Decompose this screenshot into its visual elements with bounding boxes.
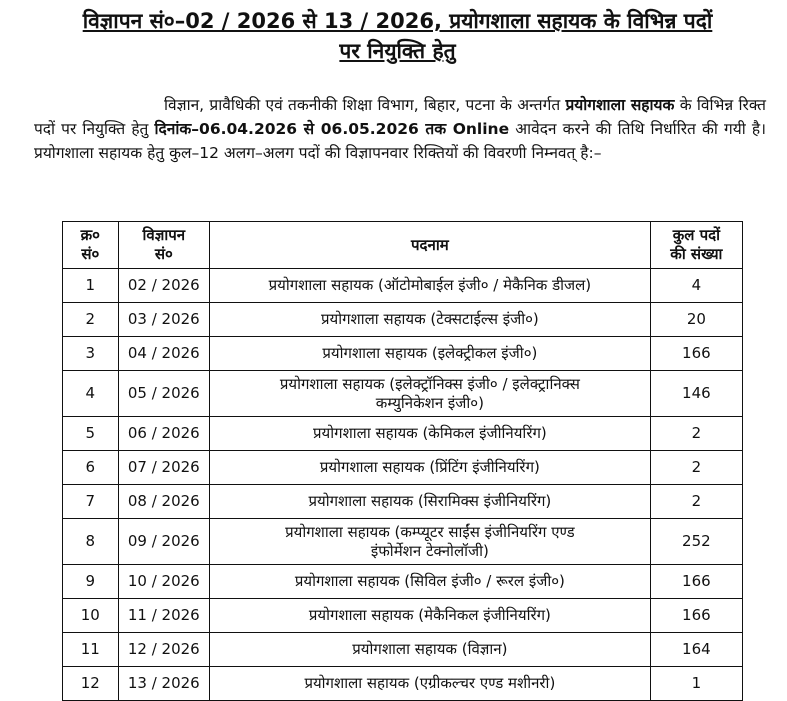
cell-adv-no: 13 / 2026 <box>118 667 209 701</box>
cell-adv-no: 07 / 2026 <box>118 451 209 485</box>
cell-total-posts: 166 <box>650 565 742 599</box>
header-total-posts: कुल पदों की संख्या <box>650 222 742 269</box>
vacancy-table <box>62 221 743 701</box>
cell-adv-no: 06 / 2026 <box>118 417 209 451</box>
cell-adv-no: 11 / 2026 <box>118 599 209 633</box>
table-header-row <box>63 222 743 269</box>
cell-total-posts: 2 <box>650 485 742 519</box>
cell-post-name <box>210 451 651 485</box>
cell-sno: 5 <box>63 417 119 451</box>
table-row <box>63 565 743 599</box>
cell-total-posts: 166 <box>650 599 742 633</box>
para-post-name: प्रयोगशाला सहायक <box>565 96 675 114</box>
cell-post-name <box>210 667 651 701</box>
cell-post-name <box>210 371 651 417</box>
title-line-1: विज्ञापन सं०–02 / 2026 से 13 / 2026, प्रयोगशाला सहायक के विभिन्न पदों <box>82 9 713 33</box>
cell-adv-no: 05 / 2026 <box>118 371 209 417</box>
post-name-line-1: प्रयोगशाला सहायक (सिविल इंजी० / रूरल इंजी०) <box>294 572 565 590</box>
table-row <box>63 485 743 519</box>
cell-sno: 11 <box>63 633 119 667</box>
post-name-line-1: प्रयोगशाला सहायक (मेकैनिकल इंजीनियरिंग) <box>308 606 551 624</box>
cell-sno: 12 <box>63 667 119 701</box>
post-name-line-1: प्रयोगशाला सहायक (टेक्सटाईल्स इंजी०) <box>320 310 539 328</box>
cell-total-posts: 252 <box>650 519 742 565</box>
header-adv-no: विज्ञापन सं० <box>118 222 209 269</box>
cell-total-posts: 4 <box>650 269 742 303</box>
para-part-5: आवेदन करने की तिथि निर्धारित की गयी है। प्रयोगशाला सहायक हेतु कुल–12 अलग–अलग पदों की विज्ञापनवार रिक्तियों की विवरणी निम्नवत् है:– <box>34 120 766 162</box>
table-row <box>63 519 743 565</box>
notice-title <box>30 6 765 66</box>
cell-total-posts: 20 <box>650 303 742 337</box>
post-name-line-1: प्रयोगशाला सहायक (इलेक्ट्रीकल इंजी०) <box>322 344 538 362</box>
cell-total-posts: 1 <box>650 667 742 701</box>
post-name-line-1: प्रयोगशाला सहायक (केमिकल इंजीनियरिंग) <box>313 424 547 442</box>
cell-sno: 6 <box>63 451 119 485</box>
cell-adv-no: 02 / 2026 <box>118 269 209 303</box>
table-row <box>63 303 743 337</box>
table-row <box>63 371 743 417</box>
table-row <box>63 417 743 451</box>
post-name-line-1: प्रयोगशाला सहायक (इलेक्ट्रॉनिक्स इंजी० / इलेक्ट्रानिक्स <box>279 374 580 393</box>
cell-adv-no: 08 / 2026 <box>118 485 209 519</box>
cell-sno: 3 <box>63 337 119 371</box>
cell-post-name <box>210 337 651 371</box>
cell-sno: 8 <box>63 519 119 565</box>
post-name-line-1: प्रयोगशाला सहायक (विज्ञान) <box>352 640 508 658</box>
table-row <box>63 337 743 371</box>
cell-adv-no: 09 / 2026 <box>118 519 209 565</box>
cell-post-name <box>210 599 651 633</box>
title-line-2: पर नियुक्ति हेतु <box>339 39 456 63</box>
para-part-3: के विभिन्न रिक्त पदों पर नियुक्ति हेतु <box>34 96 767 138</box>
post-name-line-1: प्रयोगशाला सहायक (सिरामिक्स इंजीनियरिंग) <box>308 492 552 510</box>
notice-paragraph <box>34 93 766 165</box>
cell-post-name <box>210 633 651 667</box>
cell-sno: 9 <box>63 565 119 599</box>
post-name-line-1: प्रयोगशाला सहायक (प्रिंटिंग इंजीनियरिंग) <box>319 458 540 476</box>
table-row <box>63 269 743 303</box>
post-name-line-2: इंफोर्मेशन टेक्नोलॉजी) <box>370 541 489 560</box>
cell-sno: 4 <box>63 371 119 417</box>
cell-adv-no: 10 / 2026 <box>118 565 209 599</box>
post-name-line-2: कम्युनिकेशन इंजी०) <box>375 393 484 412</box>
cell-sno: 7 <box>63 485 119 519</box>
cell-total-posts: 166 <box>650 337 742 371</box>
table-row <box>63 633 743 667</box>
post-name-line-1: प्रयोगशाला सहायक (कम्प्यूटर साईंस इंजीनियरिंग एण्ड <box>285 522 575 541</box>
para-date-range: दिनांक–06.04.2026 से 06.05.2026 तक Online <box>154 120 510 138</box>
cell-adv-no: 04 / 2026 <box>118 337 209 371</box>
cell-sno: 2 <box>63 303 119 337</box>
cell-total-posts: 146 <box>650 371 742 417</box>
table-row <box>63 451 743 485</box>
cell-total-posts: 2 <box>650 417 742 451</box>
cell-total-posts: 2 <box>650 451 742 485</box>
para-part-1: विज्ञान, प्रावैधिकी एवं तकनीकी शिक्षा विभाग, बिहार, पटना के अन्तर्गत <box>164 96 566 114</box>
table-row <box>63 599 743 633</box>
post-name-line-1: प्रयोगशाला सहायक (एग्रीकल्चर एण्ड मशीनरी) <box>304 674 556 692</box>
cell-post-name <box>210 417 651 451</box>
table-body <box>63 269 743 701</box>
table-row <box>63 667 743 701</box>
cell-total-posts: 164 <box>650 633 742 667</box>
cell-sno: 1 <box>63 269 119 303</box>
cell-sno: 10 <box>63 599 119 633</box>
cell-post-name <box>210 485 651 519</box>
cell-post-name <box>210 269 651 303</box>
post-name-line-1: प्रयोगशाला सहायक (ऑटोमोबाईल इंजी० / मेकैनिक डीजल) <box>268 276 592 294</box>
header-post-name: पदनाम <box>210 222 651 269</box>
cell-post-name <box>210 303 651 337</box>
cell-post-name <box>210 519 651 565</box>
cell-adv-no: 03 / 2026 <box>118 303 209 337</box>
cell-post-name <box>210 565 651 599</box>
cell-adv-no: 12 / 2026 <box>118 633 209 667</box>
header-sno: क्र० सं० <box>63 222 119 269</box>
